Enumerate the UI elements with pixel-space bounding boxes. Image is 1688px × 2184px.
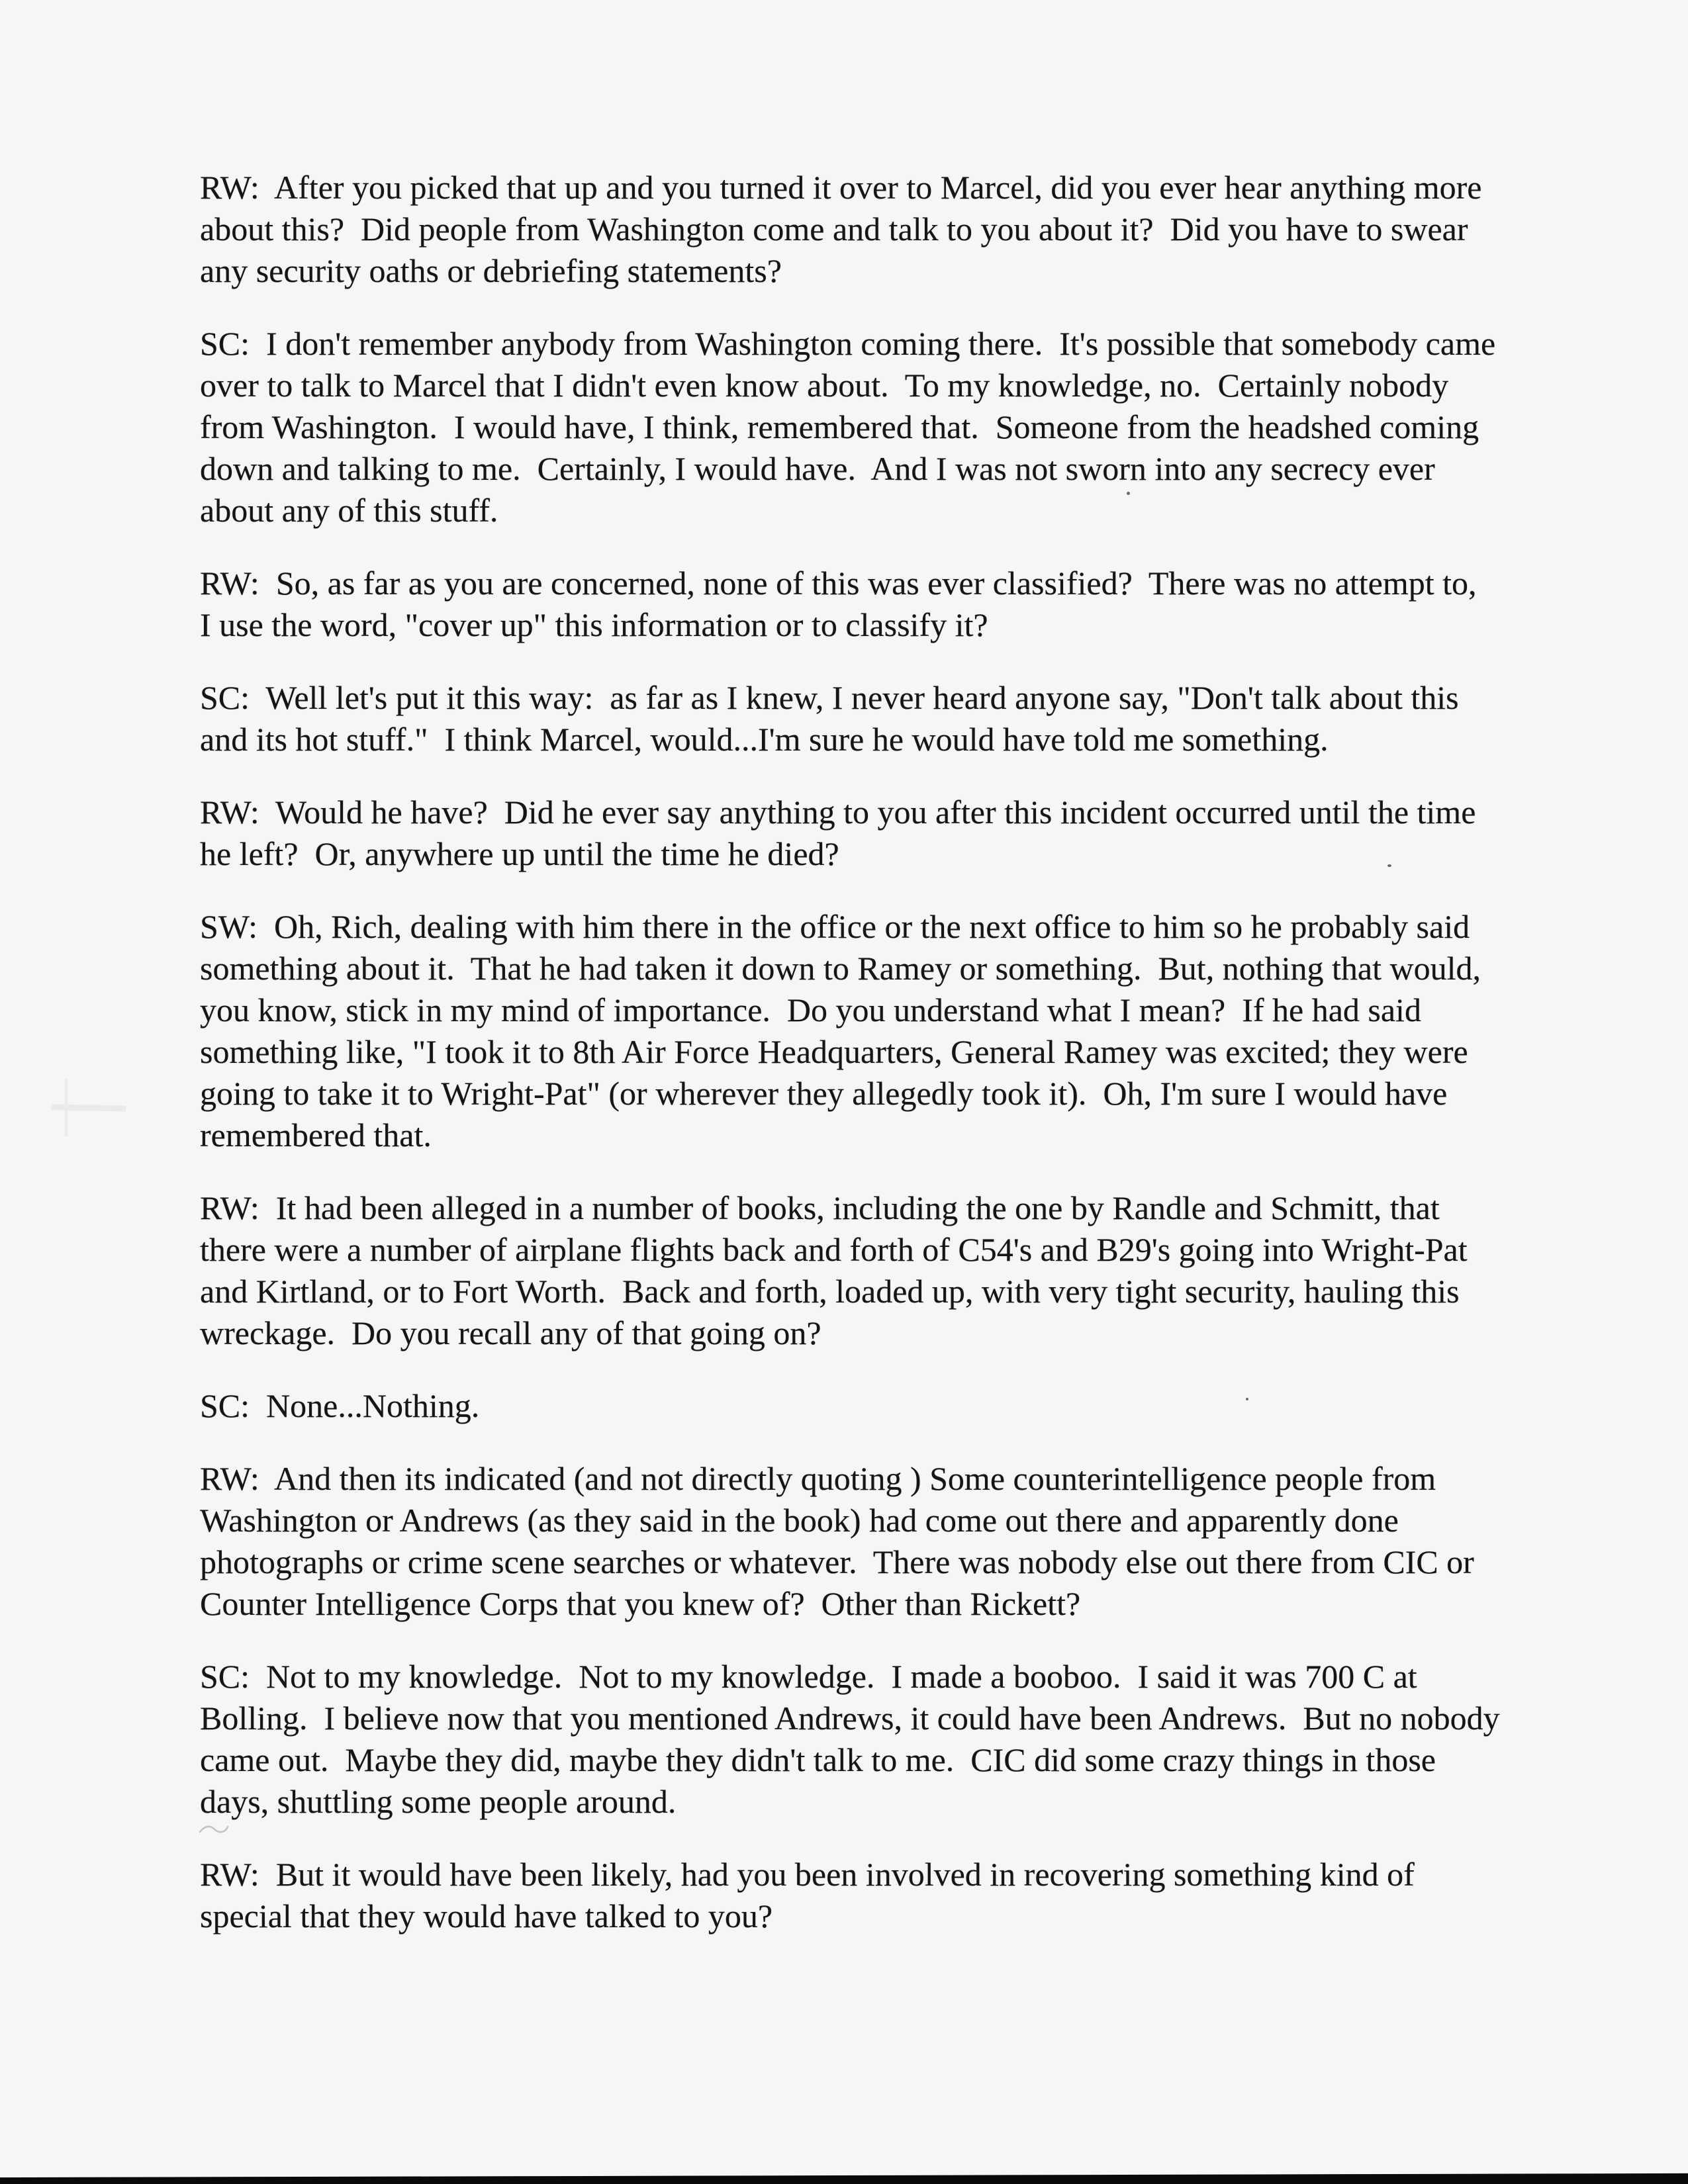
text-line: RW: But it would have been likely, had you been involved in recovering something kind of	[200, 1856, 1415, 1893]
text-line: SW: Oh, Rich, dealing with him there in the office or the next office to him so he probably said	[200, 908, 1470, 945]
text-line: over to talk to Marcel that I didn't even know about. To my knowledge, no. Certainly nobody	[200, 367, 1449, 404]
text-line: RW: And then its indicated (and not directly quoting ) Some counterintelligence people from	[200, 1460, 1436, 1497]
transcript	[200, 167, 1514, 1968]
pencil-squiggle-artifact	[199, 1821, 229, 1836]
paragraph-8-sc	[200, 1385, 1514, 1427]
margin-smudge-artifact	[50, 1075, 129, 1138]
scan-speck	[1127, 492, 1130, 495]
text-line: SC: Well let's put it this way: as far as I knew, I never heard anyone say, "Don't talk about this	[200, 679, 1459, 716]
text-line: RW: So, as far as you are concerned, none of this was ever classified? There was no attempt to,	[200, 565, 1477, 602]
paragraph-9-rw	[200, 1458, 1514, 1625]
text-line: Counter Intelligence Corps that you knew of? Other than Rickett?	[200, 1585, 1081, 1622]
paragraph-11-rw	[200, 1854, 1514, 1937]
paragraph-3-rw	[200, 563, 1514, 646]
text-line: Bolling. I believe now that you mentioned Andrews, it could have been Andrews. But no nobody	[200, 1700, 1500, 1737]
text-line: photographs or crime scene searches or whatever. There was nobody else out there from CIC or	[200, 1543, 1474, 1580]
text-line: RW: It had been alleged in a number of books, including the one by Randle and Schmitt, that	[200, 1189, 1440, 1226]
text-line: SC: None...Nothing.	[200, 1387, 480, 1424]
text-line: down and talking to me. Certainly, I would have. And I was not sworn into any secrecy ever	[200, 450, 1435, 487]
scan-speck	[1387, 864, 1391, 867]
text-line: came out. Maybe they did, maybe they didn't talk to me. CIC did some crazy things in those	[200, 1741, 1436, 1778]
paragraph-5-rw	[200, 792, 1514, 875]
text-line: Washington or Andrews (as they said in the book) had come out there and apparently done	[200, 1502, 1399, 1539]
paragraph-2-sc	[200, 323, 1514, 531]
text-line: RW: Would he have? Did he ever say anything to you after this incident occurred until the time	[200, 794, 1476, 831]
paragraph-1-rw	[200, 167, 1514, 292]
text-line: days, shuttling some people around.	[200, 1783, 677, 1820]
text-line: I use the word, "cover up" this information or to classify it?	[200, 606, 988, 643]
text-line: going to take it to Wright-Pat" (or wherever they allegedly took it). Oh, I'm sure I would have	[200, 1075, 1448, 1112]
text-line: special that they would have talked to you?	[200, 1897, 773, 1934]
text-line: RW: After you picked that up and you turned it over to Marcel, did you ever hear anything more	[200, 169, 1482, 206]
text-line: about any of this stuff.	[200, 492, 498, 529]
scan-speck	[1246, 1398, 1248, 1400]
text-line: any security oaths or debriefing statements?	[200, 252, 782, 289]
text-line: and its hot stuff." I think Marcel, would...I'm sure he would have told me something.	[200, 721, 1329, 758]
text-line: something about it. That he had taken it down to Ramey or something. But, nothing that would,	[200, 950, 1481, 987]
paragraph-7-rw	[200, 1187, 1514, 1354]
bottom-scan-bar	[0, 2173, 1688, 2184]
text-line: you know, stick in my mind of importance. Do you understand what I mean? If he had said	[200, 991, 1421, 1028]
text-line: SC: I don't remember anybody from Washington coming there. It's possible that somebody came	[200, 325, 1496, 362]
text-line: SC: Not to my knowledge. Not to my knowledge. I made a booboo. I said it was 700 C at	[200, 1658, 1417, 1695]
text-line: about this? Did people from Washington come and talk to you about it? Did you have to swear	[200, 210, 1468, 248]
text-line: there were a number of airplane flights back and forth of C54's and B29's going into Wright-Pat	[200, 1231, 1468, 1268]
paragraph-10-sc	[200, 1656, 1514, 1823]
text-line: he left? Or, anywhere up until the time he died?	[200, 835, 839, 872]
text-line: remembered that.	[200, 1116, 432, 1154]
text-line: and Kirtland, or to Fort Worth. Back and forth, loaded up, with very tight security, hauling this	[200, 1273, 1460, 1310]
text-line: from Washington. I would have, I think, remembered that. Someone from the headshed coming	[200, 408, 1479, 445]
paragraph-4-sc	[200, 677, 1514, 760]
text-line: wreckage. Do you recall any of that going on?	[200, 1314, 821, 1351]
paragraph-6-sw	[200, 906, 1514, 1156]
text-line: something like, "I took it to 8th Air Force Headquarters, General Ramey was excited; they were	[200, 1033, 1468, 1070]
